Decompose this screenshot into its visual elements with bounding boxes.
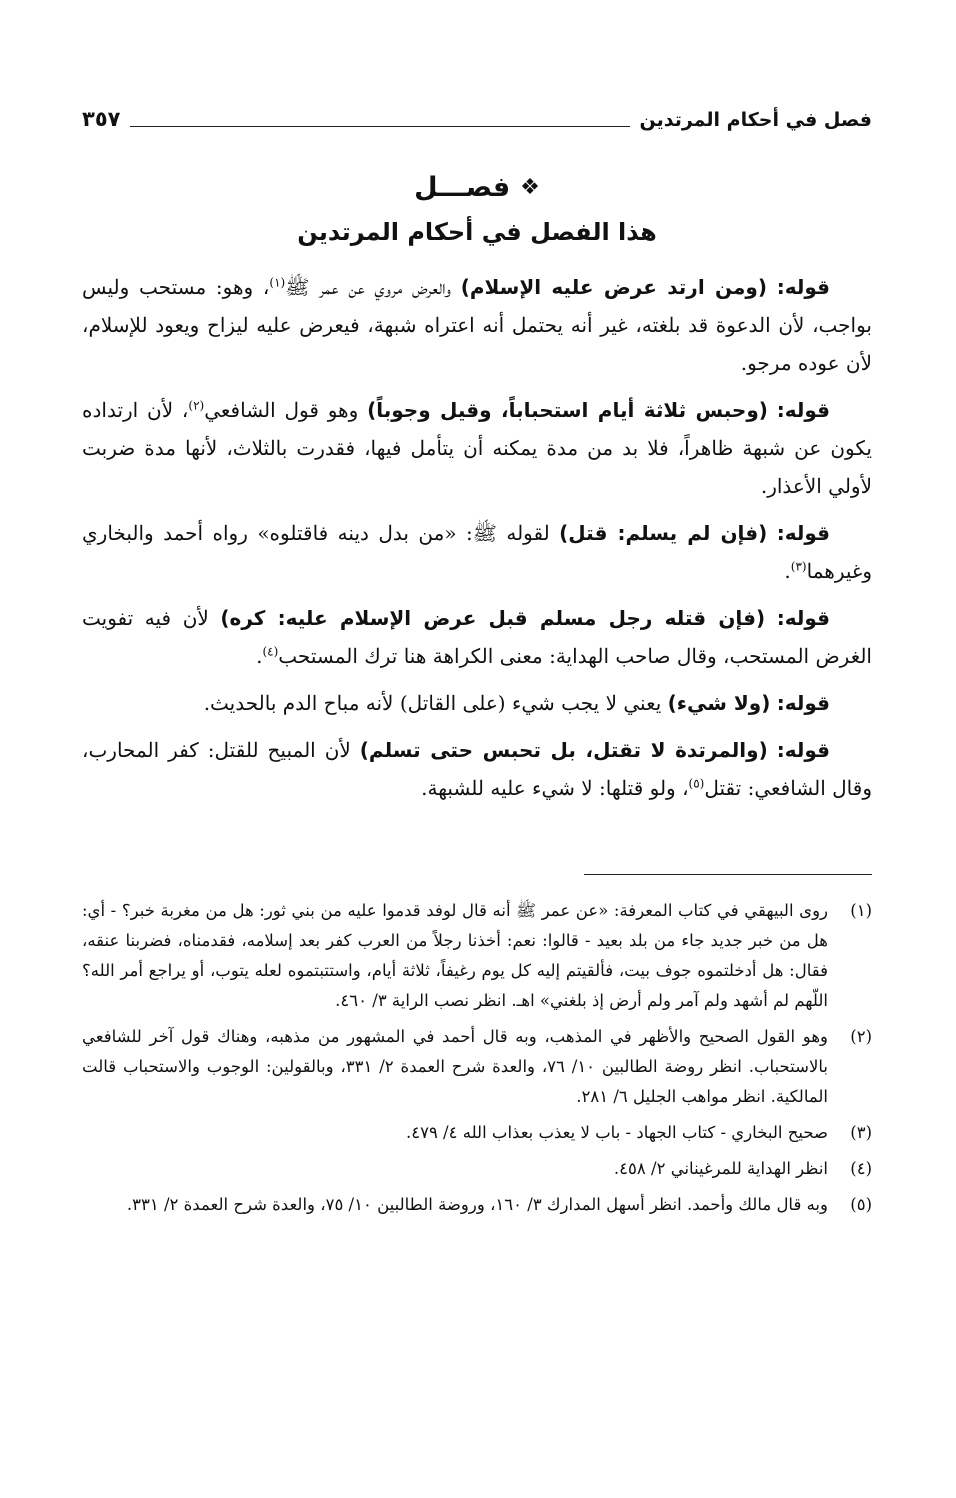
commentary-text: لأن المبيح للقتل: كفر المحارب، وقال الشافعي: تقتل [82, 738, 872, 800]
commentary-text: ، وهو: مستحب وليس بواجب، لأن الدعوة قد بلغته، غير أنه يحتمل أنه اعتراه شبهة، فيعرض عليه ليزاح ويعود للإسلام، لأن عوده مرجو. [82, 275, 872, 375]
chapter-heading [82, 168, 872, 252]
page-number: ٣٥٧ [82, 107, 121, 131]
chapter-title [414, 168, 540, 208]
paragraph [82, 391, 872, 505]
footnote-number: (٢) [850, 1027, 872, 1046]
footnote-item [82, 1190, 872, 1220]
footnote-item [82, 1154, 872, 1184]
commentary-text: لأن فيه تفويت الغرض المستحب، وقال صاحب الهداية: معنى الكراهة هنا ترك المستحب [82, 606, 872, 668]
ornament-icon: ❖ [520, 175, 540, 200]
paragraph-lead: قوله: [776, 275, 831, 299]
quoted-text: (والمرتدة لا تقتل، بل تحبس حتى تسلم) [359, 738, 768, 762]
commentary-text: والعرض مروي عن عمر ﷺ [285, 275, 461, 299]
footnote-item [82, 1022, 872, 1112]
running-header [82, 96, 872, 130]
paragraph [82, 514, 872, 590]
quoted-text: (وحبس ثلاثة أيام استحباباً، وقيل وجوباً) [367, 398, 768, 422]
paragraph [82, 731, 872, 807]
footnote-text: انظر الهداية للمرغيناني ٢/ ٤٥٨. [613, 1159, 828, 1178]
commentary-text: . [784, 559, 791, 583]
footnote-text: وهو القول الصحيح والأظهر في المذهب، وبه قال أحمد في المشهور من مذهبه، وهناك قول آخر للشافعي بالاستحباب. انظر روضة الطالبين ١٠/ ٧٦، والعدة شرح العمدة ٢/ ٣٣١، وبالقولين: الوجوب والاستحباب قالت المالكية. انظر مواهب الجليل ٦/ ٢٨١. [82, 1027, 828, 1106]
footnote-text: صحيح البخاري - كتاب الجهاد - باب لا يعذب بعذاب الله ٤/ ٤٧٩. [405, 1123, 828, 1142]
footnote-ref[interactable]: (٤) [262, 644, 279, 659]
footnote-ref[interactable]: (٢) [188, 398, 205, 413]
paragraph-lead: قوله: [776, 606, 831, 630]
chapter-word: فصـــل [414, 172, 511, 203]
running-title: فصل في أحكام المرتدين [639, 109, 872, 131]
commentary-text: ، لأن ارتداده يكون عن شبهة ظاهراً، فلا بد من مدة يمكنه أن يتأمل فيها، فقدرت بالثلاث، لأنها مدة ضربت لأولي الأعذار. [82, 398, 872, 498]
footnote-item [82, 1118, 872, 1148]
commentary-text: لقوله ﷺ: «من بدل دينه فاقتلوه» رواه أحمد والبخاري وغيرهما [82, 521, 872, 583]
footnote-ref[interactable]: (٣) [790, 559, 807, 574]
footnote-ref[interactable]: (٥) [688, 776, 705, 791]
footnotes [82, 896, 872, 1226]
footnote-number: (٤) [850, 1159, 872, 1178]
footnote-number: (٥) [850, 1195, 872, 1214]
paragraph [82, 268, 872, 382]
commentary-text: يعني لا يجب شيء (على القاتل) لأنه مباح الدم بالحديث. [203, 691, 668, 715]
paragraph-lead: قوله: [776, 398, 831, 422]
header-rule [130, 126, 629, 127]
footnote-number: (١) [850, 901, 872, 920]
body-text [82, 268, 872, 816]
commentary-text: ، ولو قتلها: لا شيء عليه للشبهة. [421, 776, 689, 800]
quoted-text: (ومن ارتد عرض عليه الإسلام) [460, 275, 767, 299]
footnote-text: روى البيهقي في كتاب المعرفة: «عن عمر ﷺ أنه قال لوفد قدموا عليه من بني ثور: هل من مغربة خبر؟ - أي: هل من خبر جديد جاء من بلد بعيد - قالوا: نعم: أخذنا رجلاً من العرب كفر بعد إسلامه، فقدمناه، فضربنا عنقه، فقال: هل أدخلتموه جوف بيت، فألقيتم إليه كل يوم رغيفاً، ثلاثة أيام، واستتبتموه لعله يتوب، أو يراجع أمر الله؟ اللّهم لم أشهد ولم آمر ولم أرض إذ بلغني» اهـ. انظر نصب الراية ٣/ ٤٦٠. [82, 901, 828, 1010]
paragraph [82, 599, 872, 675]
quoted-text: (فإن قتله رجل مسلم قبل عرض الإسلام عليه: كره) [220, 606, 766, 630]
paragraph-lead: قوله: [776, 691, 830, 715]
paragraph-lead: قوله: [776, 738, 830, 762]
footnote-item [82, 896, 872, 1016]
footnote-text: وبه قال مالك وأحمد. انظر أسهل المدارك ٣/ ١٦٠، وروضة الطالبين ١٠/ ٧٥، والعدة شرح العمدة ٢/ ٣٣١. [126, 1195, 828, 1214]
quoted-text: (فإن لم يسلم: قتل) [559, 521, 768, 545]
chapter-subtitle: هذا الفصل في أحكام المرتدين [297, 218, 657, 246]
commentary-text: . [256, 644, 263, 668]
paragraph-lead: قوله: [776, 521, 831, 545]
paragraph [82, 684, 872, 722]
footnote-ref[interactable]: (١) [269, 275, 286, 290]
commentary-text: وهو قول الشافعي [204, 398, 368, 422]
quoted-text: (ولا شيء) [667, 691, 771, 715]
footnote-number: (٣) [850, 1123, 872, 1142]
footnote-divider [584, 874, 872, 875]
